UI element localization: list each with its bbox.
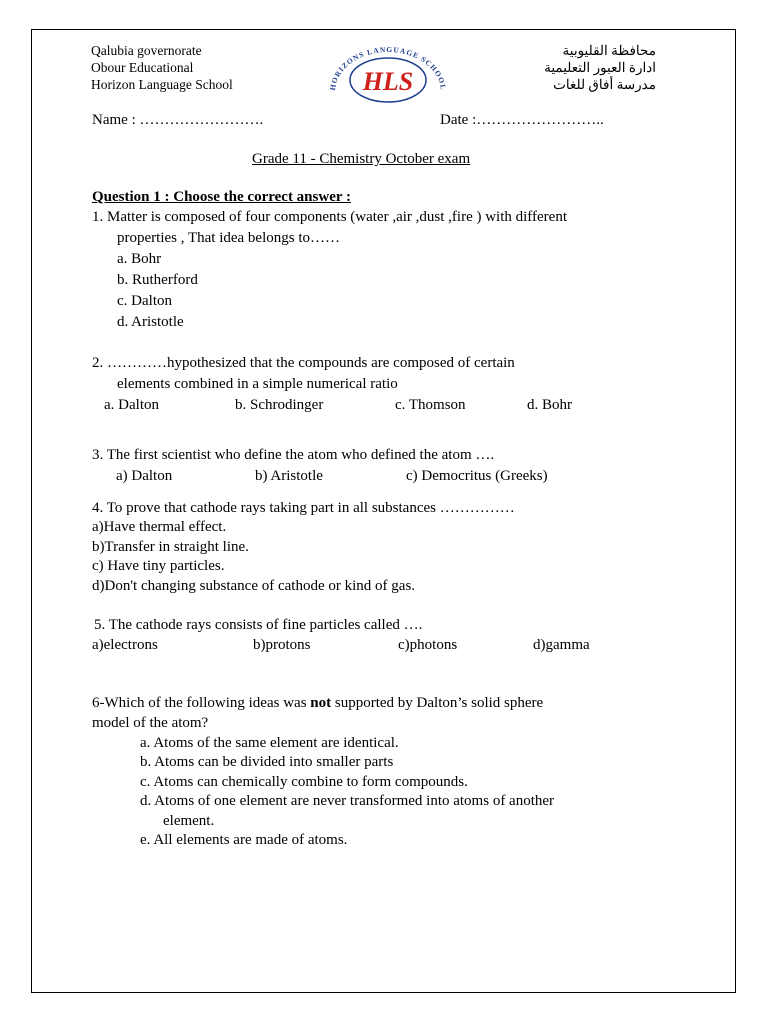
q6-line1-post: supported by Dalton’s solid sphere xyxy=(331,695,544,711)
q6-line1-pre: 6-Which of the following ideas was xyxy=(92,695,311,711)
school-info-arabic xyxy=(544,42,656,93)
q2-option-b: b. Schrodinger xyxy=(235,397,324,413)
q4-option-b: b)Transfer in straight line. xyxy=(92,539,249,555)
school-name-line-ar: مدرسة أفاق للغات xyxy=(553,77,656,92)
q1-option-c: c. Dalton xyxy=(117,293,172,309)
q5-option-c: c)photons xyxy=(398,637,458,653)
school-logo xyxy=(325,30,451,104)
q2-option-d: d. Bohr xyxy=(527,397,572,413)
q3-option-c: c) Democritus (Greeks) xyxy=(406,468,548,484)
q4-option-c: c) Have tiny particles. xyxy=(92,558,225,574)
logo-ring-text: HORIZONS LANGUAGE SCHOOL xyxy=(327,44,449,91)
logo-letters: HLS xyxy=(362,67,414,96)
q5-line1: 5. The cathode rays consists of fine particles called …. xyxy=(94,617,423,633)
q6-line2: model of the atom? xyxy=(92,715,209,731)
name-field: Name : ……………………. xyxy=(92,112,264,128)
q4-option-a: a)Have thermal effect. xyxy=(92,519,227,535)
q6-line1 xyxy=(92,695,543,712)
q3-option-a: a) Dalton xyxy=(116,468,173,484)
q1-line2: properties , That idea belongs to…… xyxy=(117,230,341,246)
administration-line: Obour Educational xyxy=(91,60,194,75)
q3-line1: 3. The first scientist who define the atom who defined the atom …. xyxy=(92,447,495,463)
q2-option-c: c. Thomson xyxy=(395,397,466,413)
q6-option-e: e. All elements are made of atoms. xyxy=(140,832,348,848)
q6-option-c: c. Atoms can chemically combine to form compounds. xyxy=(140,774,468,790)
q3-option-b: b) Aristotle xyxy=(255,468,323,484)
q2-option-a: a. Dalton xyxy=(104,397,159,413)
q2-line1: 2. …………hypothesized that the compounds are composed of certain xyxy=(92,355,515,371)
school-info-english xyxy=(91,42,233,93)
q1-option-a: a. Bohr xyxy=(117,251,162,267)
q2-line2: elements combined in a simple numerical ratio xyxy=(117,376,398,392)
q5-option-a: a)electrons xyxy=(92,637,158,653)
q6-line1-emphasis: not xyxy=(310,695,332,711)
q6-option-d-continued: element. xyxy=(163,813,215,829)
q5-option-b: b)protons xyxy=(253,637,311,653)
administration-line-ar: ادارة العبور التعليمية xyxy=(544,60,656,75)
q1-option-d: d. Aristotle xyxy=(117,314,184,330)
governorate-line-ar: محافظة القليوبية xyxy=(562,43,656,58)
governorate-line: Qalubia governorate xyxy=(91,43,202,58)
school-name-line: Horizon Language School xyxy=(91,77,233,92)
q4-option-d: d)Don't changing substance of cathode or kind of gas. xyxy=(92,578,416,594)
date-field: Date :…………………….. xyxy=(440,112,604,128)
section-title: Question 1 : Choose the correct answer : xyxy=(92,189,351,205)
q5-option-d: d)gamma xyxy=(533,637,590,653)
q6-option-b: b. Atoms can be divided into smaller parts xyxy=(140,754,394,770)
q4-line1: 4. To prove that cathode rays taking part in all substances …………… xyxy=(92,500,515,516)
q6-option-a: a. Atoms of the same element are identical. xyxy=(140,735,399,751)
q1-line1: 1. Matter is composed of four components (water ,air ,dust ,fire ) with different xyxy=(92,209,568,225)
q1-option-b: b. Rutherford xyxy=(117,272,198,288)
exam-title: Grade 11 - Chemistry October exam xyxy=(252,151,471,167)
q6-option-d: d. Atoms of one element are never transformed into atoms of another xyxy=(140,793,555,809)
